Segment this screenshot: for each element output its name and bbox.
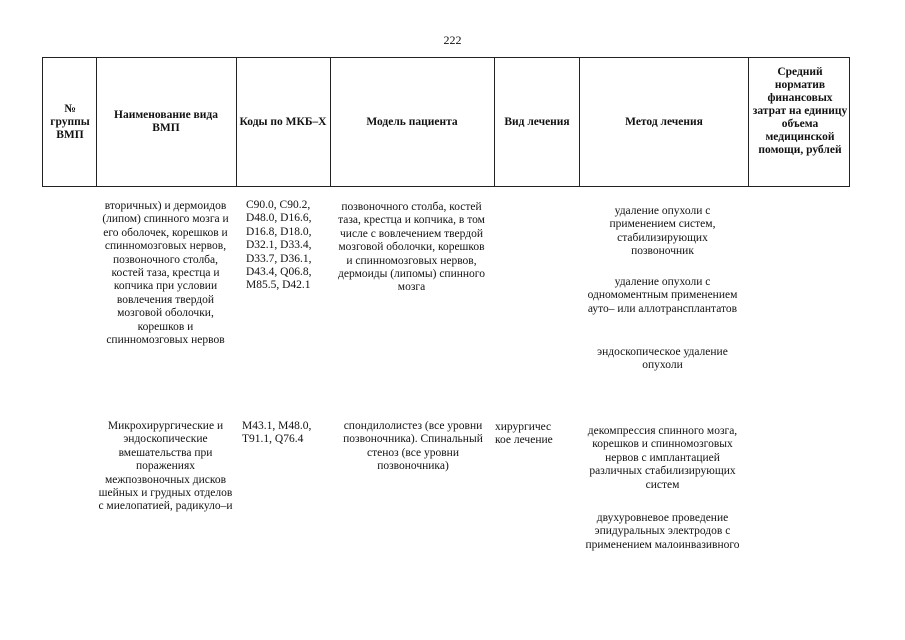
- block1-patient-model: позвоночного столба, костей таза, крестца и копчика, в том числе с вовлечением твердой мозговой оболочки, корешков и спинномозговых нервов, дермоиды (липомы) спинного мозга: [338, 201, 485, 294]
- header-vmp-name: Наименование вида ВМП: [114, 109, 218, 134]
- col-divider: [330, 58, 331, 186]
- header-patient-model: Модель пациента: [366, 115, 458, 128]
- block2-method-2: двухуровневое проведение эпидуральных электродов с применением малоинвазивного: [585, 512, 740, 551]
- block2-icd-codes: M43.1, M48.0, T91.1, Q76.4: [242, 420, 312, 446]
- col-divider: [236, 58, 237, 186]
- header-treatment-method: Метод лечения: [625, 115, 703, 128]
- header-cost-norm: Средний норматив финансовых затрат на единицу объема медицинской помощи, рублей: [752, 66, 848, 156]
- block2-method-1: декомпрессия спинного мозга, корешков и спинномозговых нервов с имплантацией различных стабилизирующих систем: [587, 425, 738, 491]
- block2-treatment-type: хирургичес кое лечение: [495, 421, 553, 447]
- block2-vmp-name: Микрохирургические и эндоскопические вмешательства при поражениях межпозвоночных дисков шейных и грудных отделов с миелопатией, радикуло–и: [98, 420, 233, 513]
- page-number: 222: [443, 33, 462, 47]
- block1-method-3: эндоскопическое удаление опухоли: [597, 346, 728, 372]
- block1-method-1: удаление опухоли с применением систем, стабилизирующих позвоночник: [609, 205, 716, 258]
- header-icd-codes: Коды по МКБ–Х: [239, 115, 327, 128]
- col-divider: [579, 58, 580, 186]
- header-treatment-type: Вид лечения: [504, 115, 570, 128]
- col-divider: [494, 58, 495, 186]
- col-divider: [96, 58, 97, 186]
- table-header: [42, 57, 850, 187]
- block1-method-2: удаление опухоли с одномоментным применением ауто– или аллотрансплантатов: [587, 276, 738, 315]
- block1-vmp-name: вторичных) и дермоидов (липом) спинного мозга и его оболочек, корешков и спинномозговых нервов, позвоночного столба, костей таза, крестца и копчика при условии вовлечения твердой мозговой оболочки, корешков и спинномозговых нервов: [102, 200, 229, 347]
- header-group-no: № группы ВМП: [50, 102, 90, 141]
- col-divider: [748, 58, 749, 186]
- block1-icd-codes: C90.0, C90.2, D48.0, D16.6, D16.8, D18.0, D32.1, D33.4, D33.7, D36.1, D43.4, Q06.8, M85.5, D42.1: [246, 199, 312, 292]
- block2-patient-model: спондилолистез (все уровни позвоночника). Спинальный стеноз (все уровни позвоночника): [343, 420, 483, 473]
